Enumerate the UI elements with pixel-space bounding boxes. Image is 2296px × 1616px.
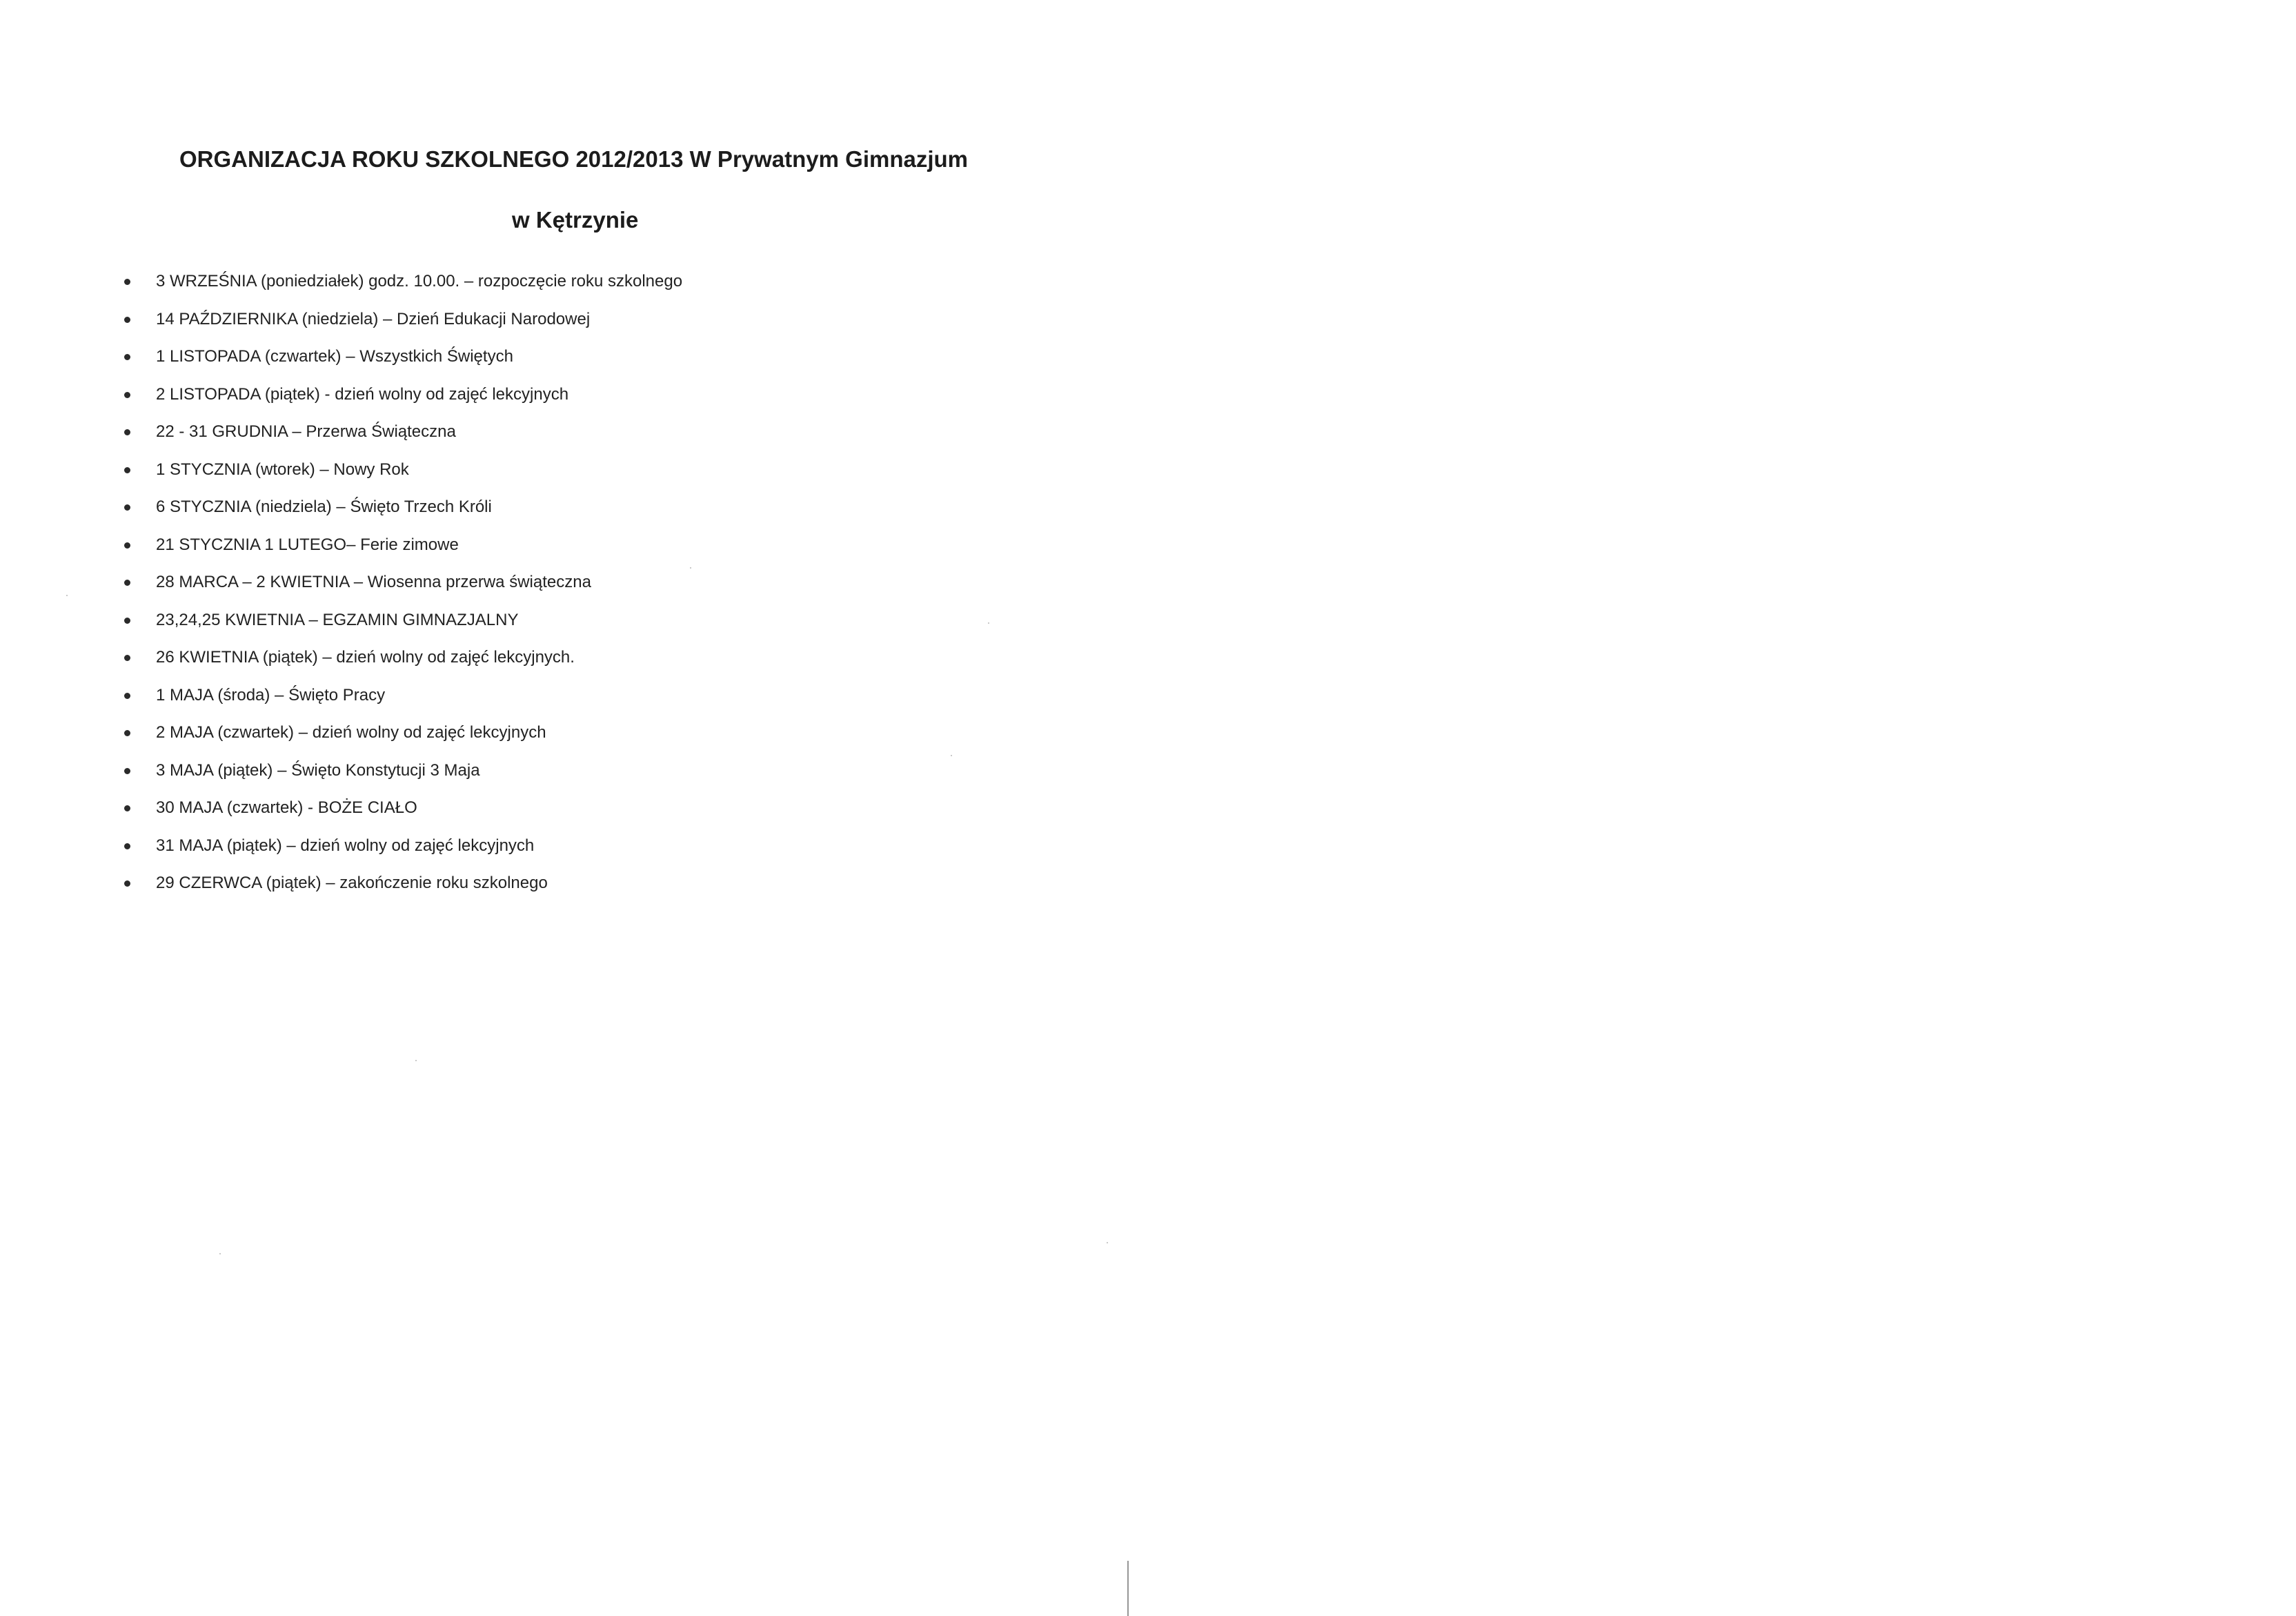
bullet-icon [124, 768, 130, 774]
event-text: 26 KWIETNIA (piątek) – dzień wolny od zajęć lekcyjnych. [156, 648, 575, 667]
document-subtitle: w Kętrzynie [512, 207, 639, 233]
event-text: 23,24,25 KWIETNIA – EGZAMIN GIMNAZJALNY [156, 610, 519, 629]
bullet-icon [124, 504, 130, 511]
event-text: 1 MAJA (środa) – Święto Pracy [156, 685, 386, 704]
bullet-icon [124, 880, 130, 887]
bullet-icon [124, 618, 130, 624]
bullet-icon [124, 843, 130, 849]
bullet-icon [124, 730, 130, 736]
bullet-icon [124, 467, 130, 473]
event-text: 2 MAJA (czwartek) – dzień wolny od zajęć lekcyjnych [156, 723, 546, 742]
bullet-icon [124, 580, 130, 586]
bullet-icon [124, 542, 130, 549]
bullet-icon [124, 655, 130, 661]
event-text: 31 MAJA (piątek) – dzień wolny od zajęć lekcyjnych [156, 836, 535, 855]
bullet-icon [124, 279, 130, 285]
scan-speck [988, 622, 989, 624]
scan-speck [415, 1060, 417, 1061]
bullet-icon [124, 392, 130, 398]
event-text: 30 MAJA (czwartek) - BOŻE CIAŁO [156, 798, 417, 817]
event-text: 21 STYCZNIA 1 LUTEGO– Ferie zimowe [156, 535, 459, 554]
scan-speck [219, 1253, 221, 1254]
event-text: 29 CZERWCA (piątek) – zakończenie roku szkolnego [156, 874, 548, 892]
event-text: 3 WRZEŚNIA (poniedziałek) godz. 10.00. – rozpoczęcie roku szkolnego [156, 272, 683, 290]
bullet-icon [124, 805, 130, 811]
event-text: 3 MAJA (piątek) – Święto Konstytucji 3 Maja [156, 760, 480, 780]
bullet-icon [124, 354, 130, 360]
scan-speck [66, 595, 68, 596]
event-text: 28 MARCA – 2 KWIETNIA – Wiosenna przerwa świąteczna [156, 573, 591, 591]
event-text: 1 STYCZNIA (wtorek) – Nowy Rok [156, 460, 409, 479]
event-text: 22 - 31 GRUDNIA – Przerwa Świąteczna [156, 422, 456, 441]
event-text: 2 LISTOPADA (piątek) - dzień wolny od zajęć lekcyjnych [156, 384, 569, 404]
scan-speck [951, 755, 952, 756]
bullet-icon [124, 429, 130, 435]
bullet-icon [124, 693, 130, 699]
bullet-icon [124, 317, 130, 323]
scan-speck [1107, 1242, 1108, 1243]
scan-artifact-line [1127, 1561, 1129, 1616]
scan-speck [690, 567, 691, 569]
document-title: ORGANIZACJA ROKU SZKOLNEGO 2012/2013 W Prywatnym Gimnazjum [179, 146, 969, 172]
event-text: 1 LISTOPADA (czwartek) – Wszystkich Świętych [156, 347, 513, 366]
event-text: 14 PAŹDZIERNIKA (niedziela) – Dzień Edukacji Narodowej [156, 309, 591, 328]
event-text: 6 STYCZNIA (niedziela) – Święto Trzech Króli [156, 497, 492, 516]
